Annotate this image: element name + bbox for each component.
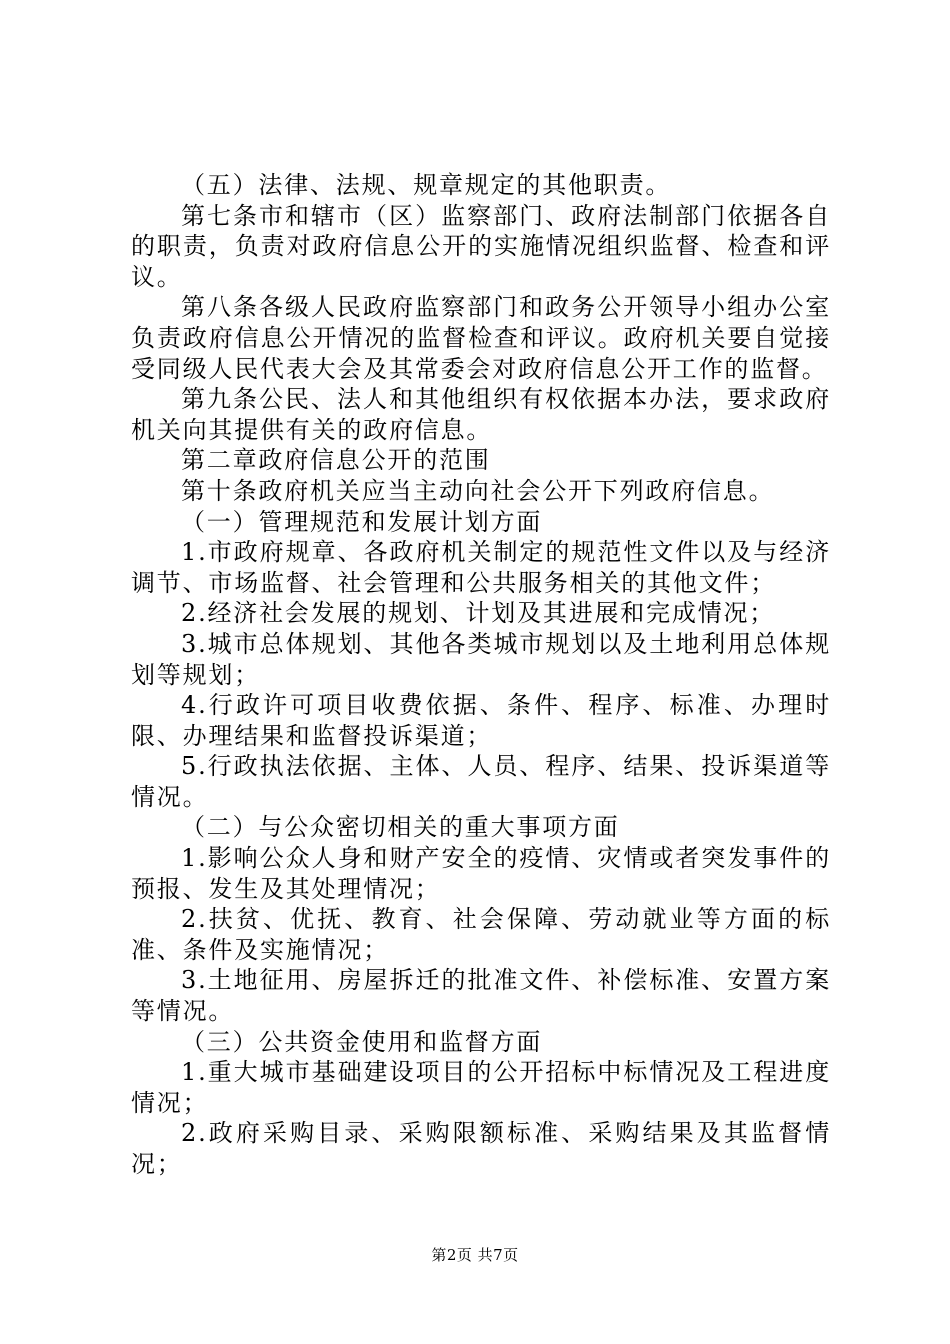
document-body xyxy=(131,170,831,1180)
paragraph: （五）法律、法规、规章规定的其他职责。 xyxy=(181,171,672,199)
list-item: 1.重大城市基础建设项目的公开招标中标情况及工程进度情况； xyxy=(131,1058,831,1117)
paragraph: 第十条政府机关应当主动向社会公开下列政府信息。 xyxy=(181,476,775,505)
list-item: 4.行政许可项目收费依据、条件、程序、标准、办理时限、办理结果和监督投诉渠道； xyxy=(131,691,831,750)
paragraph: 第八条各级人民政府监察部门和政务公开领导小组办公室负责政府信息公开情况的监督检查和评议。政府机关要自觉接受同级人民代表大会及其常委会对政府信息公开工作的监督。 xyxy=(131,293,831,383)
section-heading: （二）与公众密切相关的重大事项方面 xyxy=(181,813,620,842)
paragraph: 第九条公民、法人和其他组织有权依据本办法，要求政府机关向其提供有关的政府信息。 xyxy=(131,385,831,444)
list-item: 2.扶贫、优抚、教育、社会保障、劳动就业等方面的标准、条件及实施情况； xyxy=(131,905,831,964)
list-item: 2.经济社会发展的规划、计划及其进展和完成情况； xyxy=(181,599,776,628)
list-item: 2.政府采购目录、采购限额标准、采购结果及其监督情况； xyxy=(131,1119,831,1178)
paragraph: 第七条市和辖市（区）监察部门、政府法制部门依据各自的职责，负责对政府信息公开的实施情况组织监督、检查和评议。 xyxy=(131,201,831,291)
section-heading: （一）管理规范和发展计划方面 xyxy=(181,507,543,536)
chapter-heading: 第二章政府信息公开的范围 xyxy=(181,446,491,475)
page-number-footer: 第2页 共7页 xyxy=(431,1246,519,1264)
list-item: 1.市政府规章、各政府机关制定的规范性文件以及与经济调节、市场监督、社会管理和公共服务相关的其他文件； xyxy=(131,538,831,597)
list-item: 1.影响公众人身和财产安全的疫情、灾情或者突发事件的预报、发生及其处理情况； xyxy=(131,844,831,903)
list-item: 5.行政执法依据、主体、人员、程序、结果、投诉渠道等情况。 xyxy=(131,752,831,811)
list-item: 3.城市总体规划、其他各类城市规划以及土地利用总体规划等规划； xyxy=(131,629,831,689)
list-item: 3.土地征用、房屋拆迁的批准文件、补偿标准、安置方案等情况。 xyxy=(131,966,831,1026)
section-heading: （三）公共资金使用和监督方面 xyxy=(181,1027,543,1056)
